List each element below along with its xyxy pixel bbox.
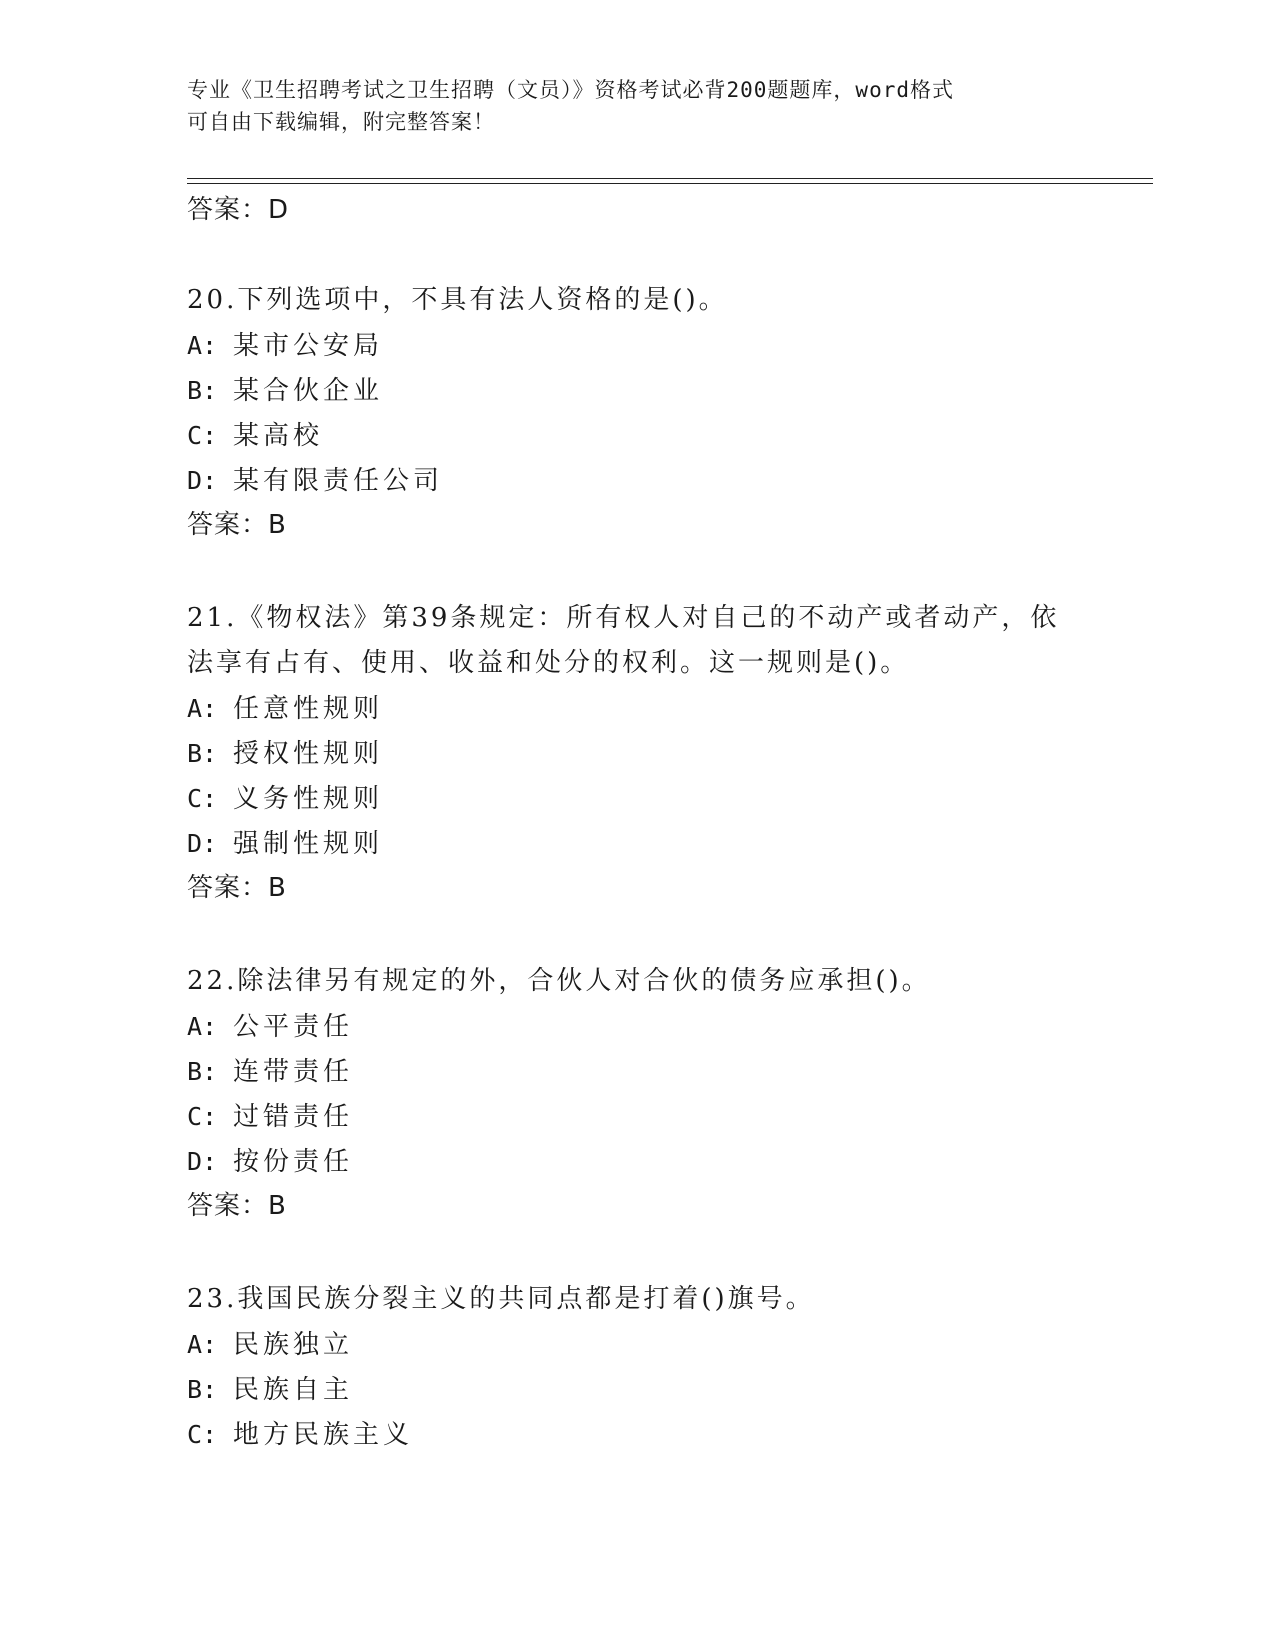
question-line: 21.《物权法》第39条规定：所有权人对自己的不动产或者动产，依 xyxy=(187,603,1060,633)
questions-container xyxy=(187,230,1087,1457)
option-text: 某合伙企业 xyxy=(233,376,384,406)
header-divider-bottom xyxy=(187,183,1153,184)
answer-key: 答案：B xyxy=(187,510,287,540)
option-text: 地方民族主义 xyxy=(233,1420,414,1450)
option-letter: A: xyxy=(187,1012,218,1041)
answer-option xyxy=(187,1412,1087,1457)
option-letter: C: xyxy=(187,1102,218,1131)
answer-option xyxy=(187,323,1087,368)
question-gap xyxy=(187,1229,1087,1277)
question-gap xyxy=(187,911,1087,959)
option-letter: A: xyxy=(187,694,218,723)
option-text: 公平责任 xyxy=(233,1012,354,1042)
question-block xyxy=(187,596,1087,911)
answer-option xyxy=(187,413,1087,458)
question-list xyxy=(187,190,1087,1457)
answer-option xyxy=(187,1139,1087,1184)
answer-option xyxy=(187,776,1087,821)
option-text: 某市公安局 xyxy=(233,331,384,361)
document-header xyxy=(187,74,1087,138)
question-line: 20.下列选项中，不具有法人资格的是()。 xyxy=(187,285,728,315)
header-line-1: 专业《卫生招聘考试之卫生招聘（文员）》资格考试必背200题题库，word格式 xyxy=(187,78,954,102)
answer-option xyxy=(187,821,1087,866)
option-text: 民族自主 xyxy=(233,1375,354,1405)
option-text: 义务性规则 xyxy=(233,784,384,814)
option-text: 授权性规则 xyxy=(233,739,384,769)
question-block xyxy=(187,278,1087,548)
answer-option xyxy=(187,1322,1087,1367)
answer-option xyxy=(187,1094,1087,1139)
option-letter: B: xyxy=(187,739,218,768)
question-text xyxy=(187,278,1087,323)
previous-answer: 答案：D xyxy=(187,195,290,225)
answer-option xyxy=(187,1049,1087,1094)
option-letter: A: xyxy=(187,1330,218,1359)
option-text: 某高校 xyxy=(233,421,324,451)
option-text: 连带责任 xyxy=(233,1057,354,1087)
question-text xyxy=(187,959,1087,1004)
option-letter: B: xyxy=(187,1057,218,1086)
option-letter: C: xyxy=(187,421,218,450)
option-text: 任意性规则 xyxy=(233,694,384,724)
question-block xyxy=(187,1277,1087,1457)
option-text: 过错责任 xyxy=(233,1102,354,1132)
option-text: 强制性规则 xyxy=(233,829,384,859)
question-block xyxy=(187,959,1087,1229)
header-divider-top xyxy=(187,178,1153,179)
option-text: 按份责任 xyxy=(233,1147,354,1177)
question-text xyxy=(187,1277,1087,1322)
answer-option xyxy=(187,368,1087,413)
answer-option xyxy=(187,731,1087,776)
question-gap xyxy=(187,548,1087,596)
answer-key: 答案：B xyxy=(187,873,287,903)
answer-option xyxy=(187,1367,1087,1412)
header-line-2: 可自由下载编辑，附完整答案！ xyxy=(187,110,495,134)
question-text xyxy=(187,596,1087,686)
option-text: 某有限责任公司 xyxy=(233,466,444,496)
answer-option xyxy=(187,686,1087,731)
answer-option xyxy=(187,1004,1087,1049)
option-letter: B: xyxy=(187,376,218,405)
question-line: 22.除法律另有规定的外，合伙人对合伙的债务应承担()。 xyxy=(187,966,931,996)
option-letter: C: xyxy=(187,1420,218,1449)
option-letter: D: xyxy=(187,829,218,858)
answer-option xyxy=(187,458,1087,503)
option-letter: D: xyxy=(187,1147,218,1176)
option-letter: B: xyxy=(187,1375,218,1404)
question-line: 法享有占有、使用、收益和处分的权利。这一规则是()。 xyxy=(187,648,910,678)
option-letter: D: xyxy=(187,466,218,495)
answer-key: 答案：B xyxy=(187,1191,287,1221)
option-text: 民族独立 xyxy=(233,1330,354,1360)
question-gap xyxy=(187,230,1087,278)
option-letter: C: xyxy=(187,784,218,813)
option-letter: A: xyxy=(187,331,218,360)
question-line: 23.我国民族分裂主义的共同点都是打着()旗号。 xyxy=(187,1284,815,1314)
